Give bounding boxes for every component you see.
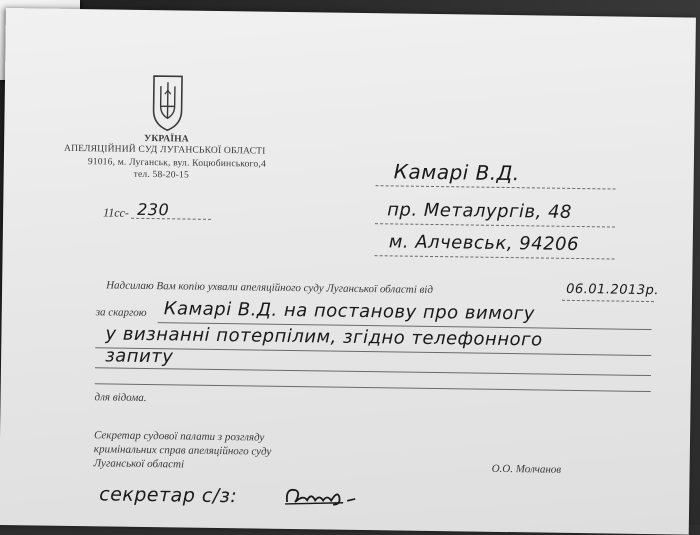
secretary-note: секретар с/з: (99, 483, 238, 508)
reference-number: 230 (137, 199, 170, 220)
recipient-name: Камарі В.Д. (393, 159, 520, 186)
complaint-label: за скаргою (95, 306, 147, 319)
signer-name: О.О. Молчанов (491, 462, 562, 476)
ruling-date: 06.01.2013р. (566, 281, 660, 299)
reference-prefix: 11сс- (103, 205, 130, 220)
signer-title-3: Луганської області (93, 457, 185, 471)
trident-emblem-icon (150, 72, 185, 132)
letter-sheet (0, 8, 696, 535)
handwritten-signature (281, 482, 361, 513)
intro-text: Надсилаю Вам копію ухвали апеляційного суду Луганської області від (106, 279, 434, 296)
signer-title-2: кримінальних справ апеляційного суду (93, 443, 272, 458)
recipient-street: пр. Металургів, 48 (387, 199, 573, 223)
court-name: АПЕЛЯЦІЙНИЙ СУД ЛУГАНСЬКОЇ ОБЛАСТІ (63, 143, 266, 157)
recipient-city: м. Алчевськ, 94206 (388, 231, 580, 256)
country-heading: УКРАЇНА (144, 133, 189, 145)
signer-title-1: Секретар судової палати з розгляду (93, 429, 265, 444)
complaint-line-2: у визнанні потерпілим, згідно телефонного (105, 323, 543, 351)
complaint-line-1: Камарі В.Д. на постанову про вимогу (163, 298, 535, 325)
complaint-line-3: запиту (105, 345, 174, 368)
court-address: 91016, м. Луганськ, вул. Коцюбинського,4 (87, 157, 266, 170)
court-phone: тел. 58-20-15 (133, 169, 190, 181)
closing-text: для відома. (94, 391, 147, 404)
